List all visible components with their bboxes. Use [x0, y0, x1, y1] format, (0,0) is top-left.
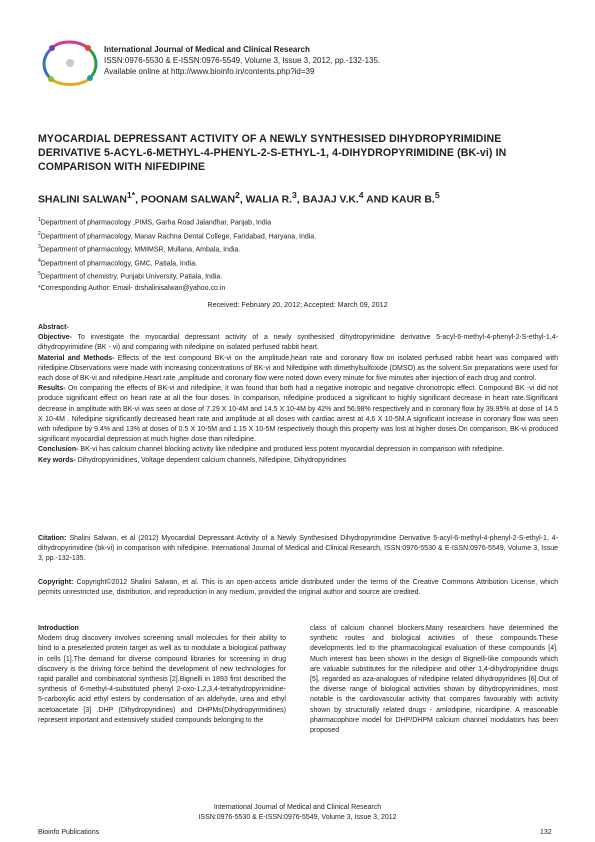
- intro-text-right: class of calcium channel blockers.Many researchers have determined the synthetic routes and biological activities of these compounds.These developments led to the pharmacological evaluation of these compounds [4]. Much interest has been shown in the design of Bignelli-like compounds which are valuable substitutes for the nifedipine and other 1,4-dihydropyridine drugs [5], regarded as aza-analogues of nifedipine related dihydropyridines [6].Out of the diverse range of biological activities shown by dihydropyrimidines, most notable is the cardiovascular activity that compares favourably with activity shown by structurally related drugs - amlodipine, nicardipine. A reasonable pharmacophore model for DHP/DHPM calcium channel modulators has been proposed: [310, 625, 558, 735]
- paper-title: MYOCARDIAL DEPRESSANT ACTIVITY OF A NEWLY SYNTHESISED DIHYDROPYRIMIDINE DERIVATIVE 5-ACYL-6-METHYL-4-PHENYL-2-S-ETHYL-1, 4-DIHYDROPYRIMIDINE (BK-vi) IN COMPARISON WITH NIFEDIPINE: [38, 133, 507, 173]
- author-sup: 5: [434, 190, 440, 200]
- affiliation-line: [38, 215, 558, 229]
- affiliation-text: Department of chemistry, Punjabi University, Patiala, India.: [40, 273, 223, 281]
- methods-text: Effects of the test compound BK-vi on the amplitude,heart rate and coronary flow on isolated perfused rabbit heart was compared with nifedipine.Observations were made with increasing concentrations of BK-vi and Nifedipine with dimethylsulfoxide (DMSO) as the solvent.Six preparations were used for each dose of BK-vi and nifedipine.Heart rate ,amplitude and coronary flow were noted down every minute for five minutes after injection of each drug and control.: [38, 354, 558, 383]
- author-sup: 3: [291, 190, 297, 200]
- affiliation-line: [38, 269, 558, 283]
- intro-text-left: Modern drug discovery involves screening small molecules for their ability to bind to a preselected protein target as well as to modulate a biological pathway in cells [1].The demand for diverse compound libraries for screening in drug discovery is the driving force behind the development of new technologies for rapid parallel and combinatorial synthesis [2].Bignelli in 1893 first described the synthesis of 6-methyl-4-substituted phenyl 2-oxo-1,2,3,4-tetrahydropyrimidine-5-carboxylic acid ethyl esters by condensation of an aldehyde, urea and ethyl acetoacetate [3] .DHP (Dihydropyridines) and DHPMs(Dihydropyrimidines) represent important and extensively studied compounds belonging to the: [38, 635, 286, 724]
- citation-label: Citation:: [38, 535, 67, 542]
- affiliation-text: Department of pharmacology, Manav Rachna Dental College, Faridabad, Haryana, India.: [40, 232, 317, 240]
- corresponding-author: *Corresponding Author: Email- drshalinisalwan@yahoo.co.in: [38, 284, 226, 292]
- author-name: WALIA R.: [245, 194, 292, 206]
- abstract-heading: Abstract-: [38, 324, 69, 331]
- affiliation-sup: 5: [38, 271, 41, 278]
- journal-online-link[interactable]: Available online at http://www.bioinfo.in/contents.php?id=39: [104, 67, 315, 76]
- objective-label: Objective-: [38, 334, 72, 342]
- author-sup: 4: [358, 190, 364, 200]
- author-name: BAJAJ V.K.: [302, 194, 359, 206]
- intro-column-left: [38, 624, 286, 726]
- journal-logo: [38, 38, 102, 88]
- affiliation-sup: 1: [38, 217, 41, 223]
- journal-issn: ISSN:0976-5530 & E-ISSN:0976-5549, Volume 3, Issue 3, 2012, pp.-132-135.: [104, 56, 381, 65]
- page-footer: [0, 803, 595, 822]
- author-sup: 1: [126, 190, 132, 200]
- results-label: Results-: [38, 385, 66, 393]
- affiliation-sup: 3: [38, 244, 41, 251]
- intro-column-right: [310, 624, 558, 736]
- affiliation-text: Department of pharmacology, MMIMSR, Mullana, Ambala, India.: [40, 246, 241, 254]
- received-accepted-dates: Received: February 20, 2012; Accepted: March 09, 2012: [207, 300, 388, 309]
- journal-header: [104, 44, 380, 77]
- affiliation-text: Department of pharmacology ,PIMS, Garha Road Jalandhar, Panjab, India: [40, 219, 272, 227]
- conclusion-text: BK-vi has calcium channel blocking activity like nifedipine and produced less potent myocardial depression in comparison with nifedipine.: [80, 446, 505, 454]
- affiliation-sup: 4: [38, 257, 41, 264]
- affiliations: [38, 215, 558, 294]
- intro-heading: Introduction: [38, 625, 79, 632]
- affiliation-sup: 2: [38, 230, 41, 237]
- author-list: SHALINI $SALWAN^{1*}$, POONAM SALWAN$^2$, WALIA R.$^3$, BAJAJ V.K.$^4$ AND KAUR B.$^5$: [38, 190, 440, 206]
- affiliation-line: [38, 229, 558, 243]
- author-star: *: [131, 190, 136, 200]
- keywords-text: Dihydropyrimidines, Voltage dependent calcium channels, Nifedipine, Dihydropyridines: [77, 456, 347, 464]
- results-text: On comparing the effects of BK-vi and nifedipine, it was found that both had a negative inotropic and negative chronotropic effect. Compound BK -vi did not produce significant effect on heart rate at all the four doses. In comparison, nifedipine produced a significant to highly significant decrease in heart rate.Significant decrease in amplitude with BK-vi was seen at dose of 7.29 X 10-4M and 14.5 X 10-4M by 42% and 56.98% respectively and in coronary flow by 39.95% at dose of 14.5 X 10-4M . Nifedipine significantly decreased heart rate and amplitude at all doses with cardiac arrest at 4.6 X 10-5M.A significant increase in coronary flow was seen with nifedipine by 9.4% and 13% at doses of 0.5 X 10-5M and 1.15 X 10-5M respectively though this property was lost at higher doses.On comparison, BK-vi produced significant myocardial depression at much higher dose than nifedipine.: [38, 385, 558, 444]
- methods-label: Material and Methods-: [38, 354, 115, 362]
- copyright-label: Copyright:: [38, 579, 74, 586]
- affiliation-line: [38, 242, 558, 256]
- author-sup: 2: [234, 190, 240, 200]
- affiliation-text: Department of pharmacology, GMC, Patiala, India.: [40, 259, 198, 267]
- abstract: [38, 323, 558, 466]
- citation-text: Shalini Salwan, et al (2012) Myocardial Depressant Activity of a Newly Synthesised Dihydropyrimidine Derivative 5-acyl-6-methyl-4-phenyl-2-S-ethyl-1, 4-dihydropyrimidine (bk-vi) in comparison with nifedipine. International Journal of Medical and Clinical Research, ISSN:0976-5530 & E-ISSN:0976-5549, Volume 3, Issue 3, pp.-132-135.: [38, 535, 558, 563]
- publisher-name: Bioinfo Publications: [38, 829, 100, 836]
- conclusion-label: Conclusion-: [38, 446, 79, 454]
- objective-text: To investigate the myocardial depressant activity of a newly synthesised dihydropyrimidine derivative 5-acyl-6-methyl-4-phenyl-2-S-ethyl-1,4-dihydropyrimidine (BK - vi) and comparing with nifedipine on isolated perfused rabbit heart.: [38, 334, 558, 352]
- keywords-label: Key words-: [38, 456, 76, 464]
- affiliation-line: [38, 256, 558, 270]
- author-name: SHALINI SALWAN: [38, 194, 127, 206]
- author-name: POONAM SALWAN: [140, 194, 235, 206]
- footer-issn: ISSN:0976-5530 & E-ISSN:0976-5549, Volume 3, Issue 3, 2012: [198, 813, 397, 821]
- author-name: KAUR B.: [391, 194, 435, 206]
- citation: [38, 534, 558, 565]
- journal-name: International Journal of Medical and Clinical Research: [104, 45, 310, 54]
- page-number: 132: [540, 829, 552, 836]
- footer-journal: International Journal of Medical and Clinical Research: [213, 804, 382, 811]
- copyright-text: Copyright©2012 Shalini Salwan, et al. This is an open-access article distributed under the terms of the Creative Commons Attribution License, which permits unrestricted use, distribution, and reproduction in any medium, provided the original author and source are credited.: [38, 579, 558, 597]
- copyright: [38, 578, 558, 598]
